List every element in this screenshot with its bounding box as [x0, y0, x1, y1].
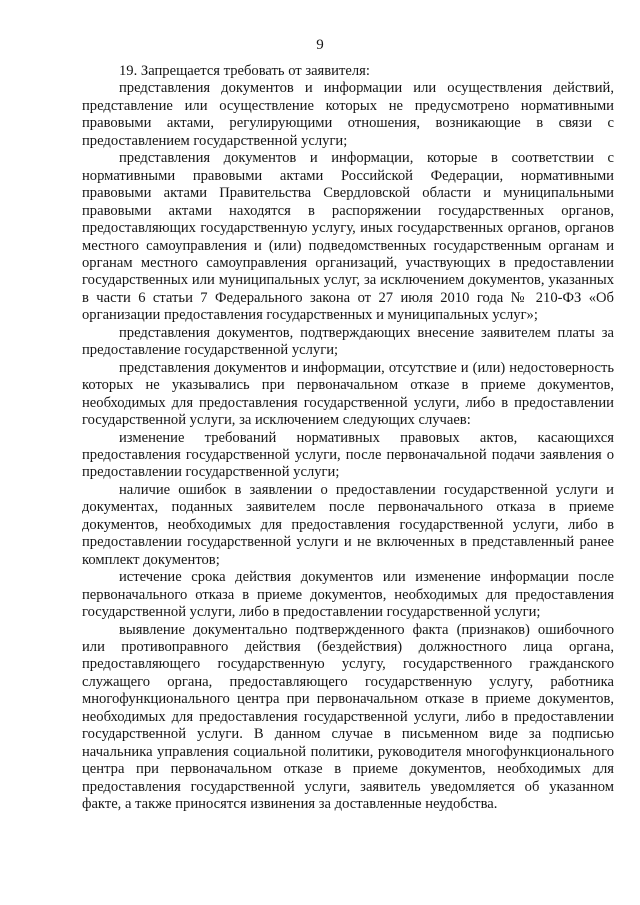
- paragraph: представления документов и информации, отсутствие и (или) недостоверность которых не указывались при первоначальном отказе в приеме документов, необходимых для предоставления государственной услуги, либо в предоставлении государственной услуги, за исключением следующих случаев:: [82, 359, 614, 429]
- paragraph: представления документов, подтверждающих внесение заявителем платы за предоставление государственной услуги;: [82, 324, 614, 359]
- paragraph: представления документов и информации или осуществления действий, представление или осуществление которых не предусмотрено нормативными правовыми актами, регулирующими отношения, возникающие в связи с предоставлением государственной услуги;: [82, 80, 614, 149]
- paragraph: представления документов и информации, которые в соответствии с нормативными правовыми актами Российской Федерации, нормативными правовыми актами Правительства Свердловской области и муниципальными правовыми актами находятся в распоряжении государственных органов, предоставляющих государственную услугу, иных государственных органов, органов местного самоуправления и (или) подведомственных государственным органам и органам местного самоуправления организаций, участвующих в предоставлении государственных или муниципальных услуг, за исключением документов, указанных в части 6 статьи 7 Федерального закона от 27 июля 2010 года № 210-ФЗ «Об организации предоставления государственных и муниципальных услуг»;: [82, 150, 614, 324]
- paragraph: выявление документально подтвержденного факта (признаков) ошибочного или противоправного действия (бездействия) должностного лица органа, предоставляющего государственную услугу, государственного гражданского служащего органа, предоставляющего государственную услугу, работника многофункционального центра при первоначальном отказе в приеме документов, необходимых для предоставления государственной услуги, либо в предоставлении государственной услуги. В данном случае в письменном виде за подписью начальника управления социальной политики, руководителя многофункционального центра при первоначальном отказе в приеме документов, необходимых для предоставления государственной услуги, заявитель уведомляется об указанном факте, а также приносятся извинения за доставленные неудобства.: [82, 621, 614, 813]
- body-text: [82, 63, 614, 813]
- paragraph: изменение требований нормативных правовых актов, касающихся предоставления государственной услуги, после первоначальной подачи заявления о предоставлении государственной услуги;: [82, 429, 614, 481]
- page-number: 9: [316, 37, 324, 53]
- paragraph: наличие ошибок в заявлении о предоставлении государственной услуги и документах, поданных заявителем после первоначального отказа в приеме документов, необходимых для предоставления государственной услуги, либо в предоставлении государственной услуги и не включенных в представленный ранее комплект документов;: [82, 481, 614, 568]
- paragraph: истечение срока действия документов или изменение информации после первоначального отказа в приеме документов, необходимых для предоставления государственной услуги, либо в предоставлении государственной услуги;: [82, 569, 614, 621]
- paragraph: 19. Запрещается требовать от заявителя:: [119, 63, 370, 79]
